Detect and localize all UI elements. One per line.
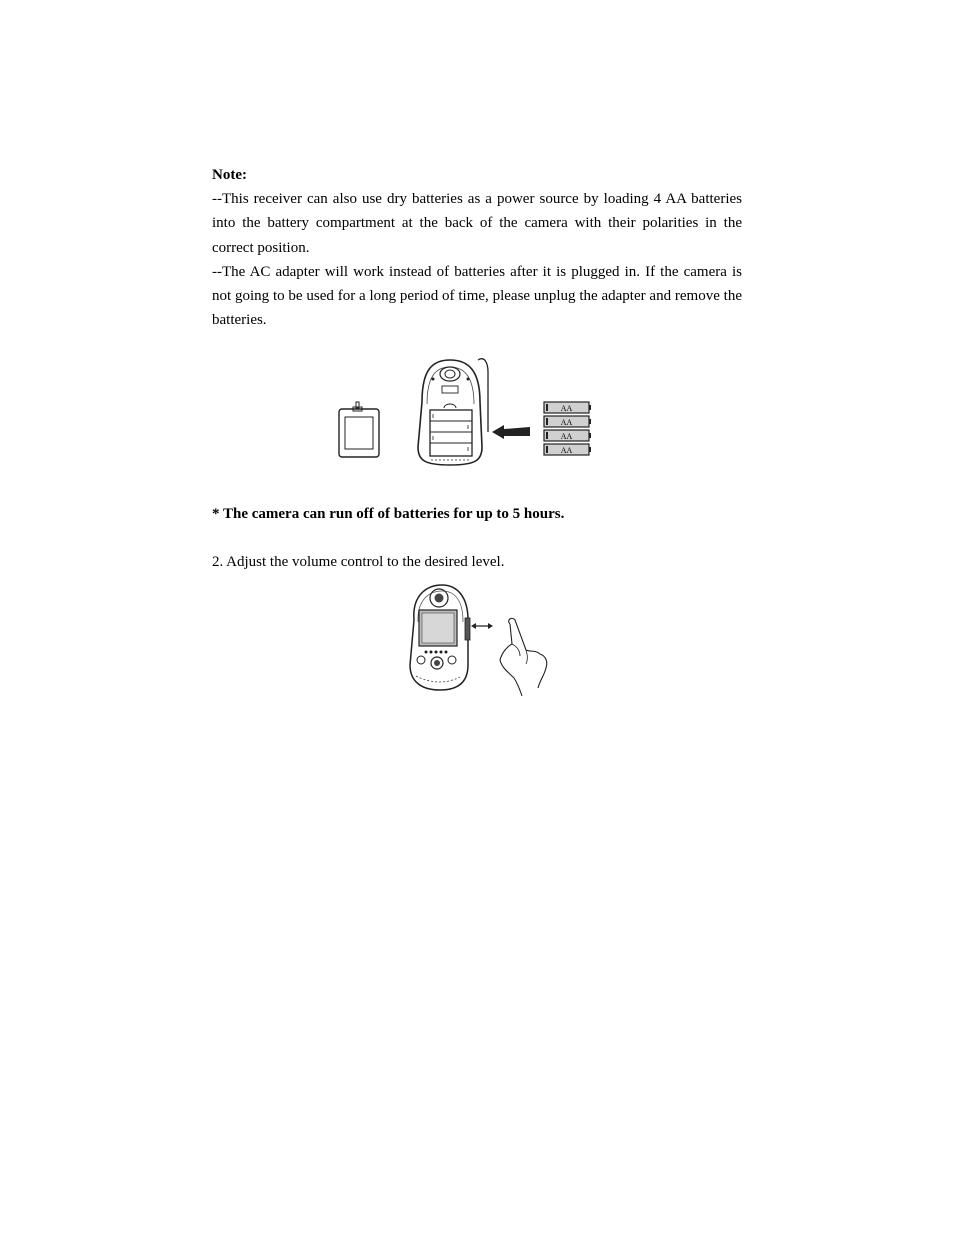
volume-control-figure	[402, 580, 557, 700]
battery-label: AA	[560, 404, 573, 413]
finger-drawing	[500, 618, 547, 696]
battery-label: AA	[560, 418, 573, 427]
battery-life-note: * The camera can run off of batteries for up to 5 hours.	[212, 506, 565, 522]
battery-label: AA	[560, 446, 573, 455]
battery-cover-drawing	[339, 402, 379, 457]
battery-installation-illustration	[332, 352, 597, 482]
insert-arrow-icon	[492, 425, 530, 439]
note-section	[212, 163, 742, 333]
receiver-back-drawing	[418, 359, 488, 465]
note-heading: Note:	[212, 167, 247, 183]
note-paragraph-adapter: --The AC adapter will work instead of batteries after it is plugged in. If the camera is not going to be used for a long period of time, please unplug the adapter and remove the batteries.	[212, 263, 742, 329]
step-2-instruction: 2. Adjust the volume control to the desired level.	[212, 554, 505, 570]
battery-label: AA	[560, 432, 573, 441]
adjust-arrow-icon	[471, 623, 493, 629]
note-paragraph-batteries: --This receiver can also use dry batteries as a power source by loading 4 AA batteries into the battery compartment at the back of the camera with their polarities in the correct position.	[212, 191, 742, 256]
battery-installation-figure	[332, 352, 597, 482]
volume-control-illustration	[402, 580, 557, 700]
aa-batteries-drawing	[544, 402, 591, 455]
receiver-front-drawing	[410, 585, 470, 690]
